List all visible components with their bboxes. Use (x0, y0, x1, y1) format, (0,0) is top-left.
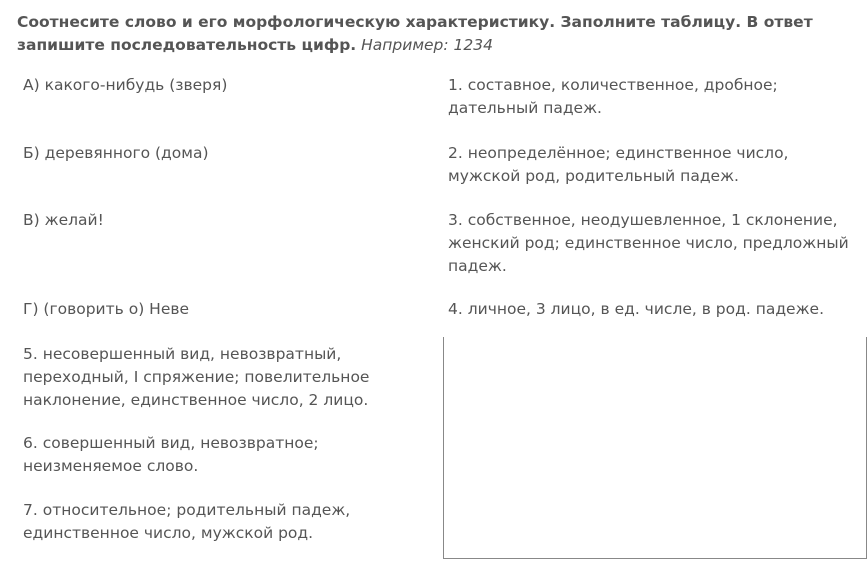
answer-frame-right-border (866, 337, 867, 559)
characteristic-6: 6. совершенный вид, невозвратное; неизменяемое слово. (23, 434, 319, 475)
answer-frame-left-border (443, 337, 444, 559)
task-instruction (17, 11, 847, 57)
characteristic-1: 1. составное, количественное, дробное; дательный падеж. (448, 76, 778, 117)
word-a: А) какого-нибудь (зверя) (23, 76, 228, 94)
characteristic-3: 3. собственное, неодушевленное, 1 склонение, женский род; единственное число, предложный падеж. (448, 211, 849, 275)
task-example: Например: 1234 (361, 36, 493, 54)
answer-frame-bottom-border (443, 558, 867, 559)
characteristic-7: 7. относительное; родительный падеж, единственное число, мужской род. (23, 501, 351, 542)
word-v: В) желай! (23, 211, 104, 229)
word-g: Г) (говорить о) Неве (23, 300, 190, 318)
characteristic-4: 4. личное, 3 лицо, в ед. числе, в род. падеже. (448, 300, 825, 318)
task-text: Соотнесите слово и его морфологическую характеристику. Заполните таблицу. В ответ запишите последовательность цифр. (17, 13, 813, 54)
characteristic-2: 2. неопределённое; единственное число, мужской род, родительный падеж. (448, 144, 789, 185)
word-b: Б) деревянного (дома) (23, 144, 209, 162)
characteristic-5: 5. несовершенный вид, невозвратный, переходный, I спряжение; повелительное наклонение, единственное число, 2 лицо. (23, 345, 370, 409)
